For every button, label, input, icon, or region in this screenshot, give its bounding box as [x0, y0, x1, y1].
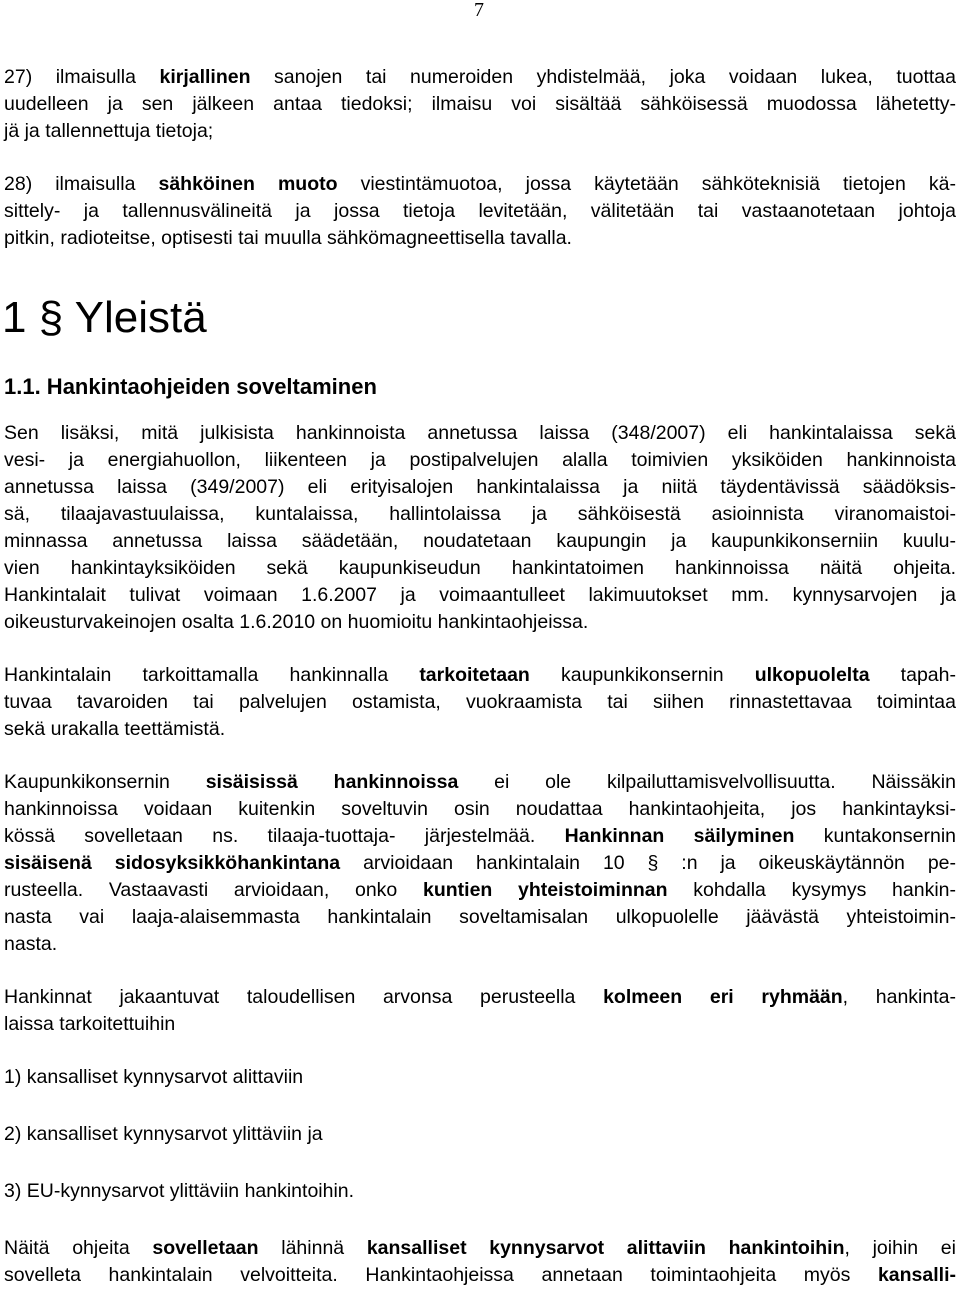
text-run: nasta.	[4, 933, 58, 955]
paragraph-definition	[4, 662, 956, 743]
text-run: laissa tarkoitettuihin	[4, 1013, 176, 1035]
text-run: ei ole kilpailuttamisvelvollisuutta. Näissäkin	[458, 771, 956, 793]
text-line	[4, 555, 956, 582]
text-run: lähinnä	[258, 1237, 367, 1259]
text-line	[4, 118, 956, 145]
text-run: hankinnoissa voidaan kuitenkin soveltuvin osin noudattaa hankintaohjeita, jos hankintayksi-	[4, 798, 956, 820]
text-run: annetussa laissa (349/2007) eli erityisalojen hankintalaissa ja niitä täydentävissä säädöksis-	[4, 476, 956, 498]
page-number: 7	[474, 0, 484, 21]
bold-text: sisäisissä hankinnoissa	[205, 771, 459, 793]
bold-text: kuntien yhteistoiminnan	[422, 879, 668, 901]
bold-text: kansalliset kynnysarvot alittaviin hankintoihin	[366, 1237, 845, 1259]
text-run: pitkin, radioteitse, optisesti tai muulla sähkömagneettisella tavalla.	[4, 227, 572, 249]
text-run: rusteella. Vastaavasti arvioidaan, onko	[4, 879, 423, 901]
text-run: oikeusturvakeinojen osalta 1.6.2010 on huomioitu hankintaohjeissa.	[4, 611, 589, 633]
paragraph-internal-procurement	[4, 769, 956, 958]
subsection-heading: 1.1. Hankintaohjeiden soveltaminen	[4, 374, 377, 399]
text-line	[4, 1235, 956, 1262]
bold-text: sähköinen muoto	[158, 173, 338, 195]
bold-text: kirjallinen	[159, 66, 251, 88]
definition-27	[4, 64, 956, 145]
text-line	[4, 1011, 956, 1038]
text-run: kössä sovelletaan ns. tilaaja-tuottaja- järjestelmää.	[4, 825, 565, 847]
text-line	[4, 609, 956, 636]
paragraph-scope	[4, 420, 956, 636]
text-run: nasta vai laaja-alaisemmasta hankintalain soveltamisalan ulkopuolelle jäävästä yhteistoimin-	[4, 906, 956, 928]
text-line	[4, 91, 956, 118]
text-run: sekä urakalla teettämistä.	[4, 718, 226, 740]
text-line	[4, 474, 956, 501]
text-line	[4, 198, 956, 225]
text-run: jä ja tallennettuja tietoja;	[4, 120, 214, 142]
text-line	[4, 501, 956, 528]
text-run: uudelleen ja sen jälkeen antaa tiedoksi; ilmaisu voi sisältää sähköisessä muodossa lähetetty-	[4, 93, 956, 115]
bold-text: ulkopuolelta	[754, 664, 870, 686]
text-run: Hankinnat jakaantuvat taloudellisen arvonsa perusteella	[4, 986, 604, 1008]
list-item: 1) kansalliset kynnysarvot alittaviin	[4, 1066, 304, 1088]
bold-text: kansalli-	[877, 1264, 956, 1286]
text-run: , joihin ei	[844, 1237, 956, 1259]
text-line	[4, 171, 956, 198]
text-line	[4, 904, 956, 931]
text-run: tapah-	[869, 664, 956, 686]
text-line	[4, 769, 956, 796]
text-run: Sen lisäksi, mitä julkisista hankinnoista annetussa laissa (348/2007) eli hankintalaissa sekä	[4, 422, 956, 444]
paragraph-groups	[4, 984, 956, 1038]
text-run: Hankintalain tarkoittamalla hankinnalla	[4, 664, 420, 686]
text-line	[4, 582, 956, 609]
text-run: sanojen tai numeroiden yhdistelmää, joka voidaan lukea, tuottaa	[250, 66, 956, 88]
bold-text: tarkoitetaan	[419, 664, 530, 686]
text-run: , hankinta-	[842, 986, 956, 1008]
document-body	[4, 64, 956, 1315]
text-line	[4, 984, 956, 1011]
text-run: sä, tilaajavastuulaissa, kuntalaissa, hallintolaissa ja sähköisestä asioinnista viranomaistoi-	[4, 503, 956, 525]
text-run: Näitä ohjeita	[4, 1237, 153, 1259]
text-line	[4, 64, 956, 91]
text-run: Kaupunkikonsernin	[4, 771, 206, 793]
paragraph-application	[4, 1235, 956, 1289]
text-line	[4, 1262, 956, 1289]
text-line	[4, 420, 956, 447]
text-run: tuvaa tavaroiden tai palvelujen ostamista, vuokraamista tai siihen rinnastettavaa toimintaa	[4, 691, 956, 713]
list-item: 3) EU-kynnysarvot ylittäviin hankintoihin.	[4, 1180, 355, 1202]
text-run: vien hankintayksiköiden sekä kaupunkiseudun hankintatoimen hankinnoissa näitä ohjeita.	[4, 557, 956, 579]
text-line	[4, 850, 956, 877]
text-run: kohdalla kysymys hankin-	[667, 879, 956, 901]
text-run: viestintämuotoa, jossa käytetään sähköteknisiä tietojen kä-	[337, 173, 956, 195]
text-run: sittely- ja tallennusvälineitä ja jossa tietoja levitetään, välitetään tai vastaanotetaan johtoja	[4, 200, 956, 222]
text-line	[4, 716, 956, 743]
text-run: 28) ilmaisulla	[4, 173, 159, 195]
text-line	[4, 225, 956, 252]
list-item: 2) kansalliset kynnysarvot ylittäviin ja	[4, 1123, 323, 1145]
text-run: vesi- ja energiahuollon, liikenteen ja postipalvelujen alalla toimivien yksiköiden hankinnoista	[4, 449, 956, 471]
text-line	[4, 662, 956, 689]
text-line	[4, 877, 956, 904]
text-run: kuntakonsernin	[794, 825, 957, 847]
bold-text: kolmeen eri ryhmään	[603, 986, 843, 1008]
bold-text: sisäisenä sidosyksikköhankintana	[4, 852, 341, 874]
threshold-list	[4, 1064, 956, 1205]
text-run: arvioidaan hankintalain 10 § :n ja oikeuskäytännön pe-	[340, 852, 956, 874]
text-run: sovelleta hankintalain velvoitteita. Hankintaohjeissa annetaan toimintaohjeita myös	[4, 1264, 878, 1286]
text-line	[4, 931, 956, 958]
text-run: 27) ilmaisulla	[4, 66, 160, 88]
text-line	[4, 796, 956, 823]
text-line	[4, 689, 956, 716]
bold-text: sovelletaan	[152, 1237, 259, 1259]
text-run: minnassa annetussa laissa säädetään, noudatetaan kaupungin ja kaupunkikonserniin kuulu-	[4, 530, 956, 552]
text-line	[4, 528, 956, 555]
text-run: kaupunkikonsernin	[529, 664, 755, 686]
text-line	[4, 823, 956, 850]
text-run: Hankintalait tulivat voimaan 1.6.2007 ja voimaantulleet lakimuutokset mm. kynnysarvojen ja	[4, 584, 956, 606]
text-line	[4, 447, 956, 474]
definition-28	[4, 171, 956, 252]
bold-text: Hankinnan säilyminen	[564, 825, 795, 847]
section-heading: 1 § Yleistä	[2, 293, 207, 342]
